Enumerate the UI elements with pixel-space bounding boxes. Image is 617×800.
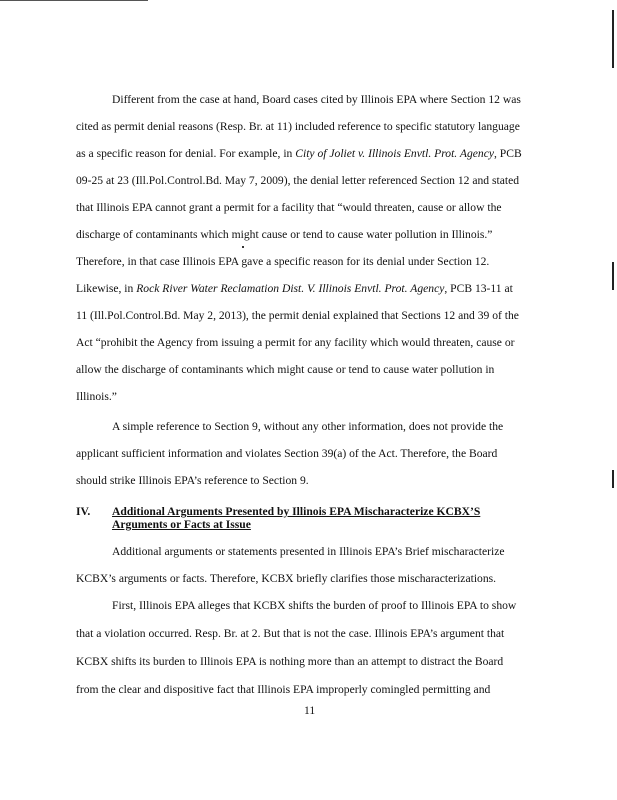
case-citation: City of Joliet v. Illinois Envtl. Prot. Agency — [295, 147, 494, 160]
case-citation: Rock River Water Reclamation Dist. V. Illinois Envtl. Prot. Agency — [136, 282, 445, 295]
text-line: Different from the case at hand, Board cases cited by Illinois EPA where Section 12 was — [112, 93, 521, 106]
text-line: Illinois.” — [76, 390, 117, 403]
page-number: 11 — [304, 704, 316, 717]
text-line: allow the discharge of contaminants which might cause or tend to cause water pollution in — [76, 363, 495, 376]
text-line: discharge of contaminants which might cause or tend to cause water pollution in Illinois.” — [76, 228, 493, 241]
scan-edge-mark — [612, 10, 614, 68]
text-line: Act “prohibit the Agency from issuing a permit for any facility which would threaten, cause or — [76, 336, 515, 349]
scan-edge-mark — [612, 262, 614, 290]
scan-edge-line — [0, 0, 148, 1]
section-heading: Additional Arguments Presented by Illinois EPA Mischaracterize KCBX’S — [112, 505, 481, 518]
text-line: 09-25 at 23 (Ill.Pol.Control.Bd. May 7, 2009), the denial letter referenced Section 12 and stated — [76, 174, 520, 187]
text-line: 11 (Ill.Pol.Control.Bd. May 2, 2013), the permit denial explained that Sections 12 and 39 of the — [76, 309, 519, 322]
text-line: Likewise, in Rock River Water Reclamation Dist. V. Illinois Envtl. Prot. Agency, PCB 13-11 at — [76, 282, 513, 295]
scan-speck — [242, 246, 244, 248]
section-number: IV. — [76, 505, 91, 518]
text-line: applicant sufficient information and violates Section 39(a) of the Act. Therefore, the Board — [76, 447, 498, 460]
text-line: cited as permit denial reasons (Resp. Br. at 11) included reference to specific statutory language — [76, 120, 520, 133]
text-line: A simple reference to Section 9, without any other information, does not provide the — [112, 420, 504, 433]
text-line: from the clear and dispositive fact that Illinois EPA improperly comingled permitting and — [76, 683, 491, 696]
scan-edge-mark — [612, 470, 614, 488]
text-line: as a specific reason for denial. For example, in City of Joliet v. Illinois Envtl. Prot. Agency, PCB — [76, 147, 522, 160]
text-line: KCBX shifts its burden to Illinois EPA is nothing more than an attempt to distract the Board — [76, 655, 504, 668]
section-heading: Arguments or Facts at Issue — [112, 518, 251, 531]
text-line: First, Illinois EPA alleges that KCBX shifts the burden of proof to Illinois EPA to show — [112, 599, 517, 612]
text-line: Therefore, in that case Illinois EPA gave a specific reason for its denial under Section 12. — [76, 255, 490, 268]
text-line: that Illinois EPA cannot grant a permit for a facility that “would threaten, cause or allow the — [76, 201, 502, 214]
text-line: should strike Illinois EPA’s reference to Section 9. — [76, 474, 309, 487]
text-line: Additional arguments or statements presented in Illinois EPA’s Brief mischaracterize — [112, 545, 505, 558]
text-line: that a violation occurred. Resp. Br. at 2. But that is not the case. Illinois EPA’s argument that — [76, 627, 505, 640]
text-line: KCBX’s arguments or facts. Therefore, KCBX briefly clarifies those mischaracterizations. — [76, 572, 497, 585]
